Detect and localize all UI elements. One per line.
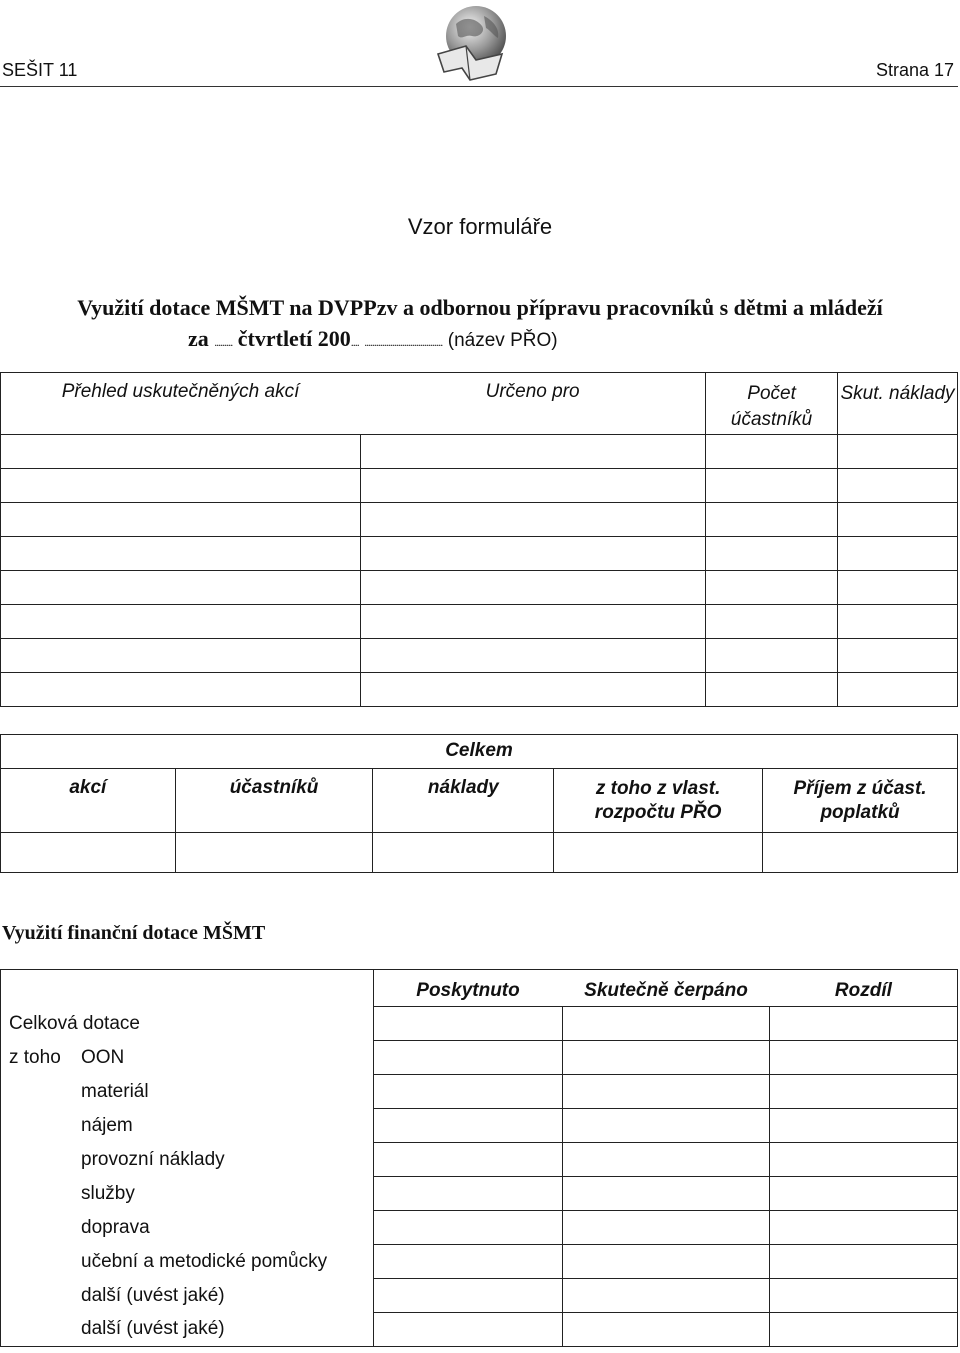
actions-cell[interactable] — [838, 639, 958, 673]
actions-header-row — [1, 373, 958, 435]
subsidy-label-cell — [1, 1313, 374, 1347]
totals-cell[interactable] — [763, 833, 958, 873]
subsidy-header-row — [1, 970, 958, 1007]
subsidy-value-cell[interactable] — [770, 1109, 958, 1143]
actions-cell[interactable] — [706, 571, 838, 605]
subsidy-label: OON — [81, 1046, 125, 1068]
subsidy-label: další (uvést jaké) — [81, 1284, 225, 1306]
subsidy-prefix: Celková dotace — [9, 1012, 140, 1034]
subsidy-row — [1, 1279, 958, 1313]
subsidy-value-cell[interactable] — [373, 1279, 562, 1313]
subsidy-label: materiál — [81, 1080, 149, 1102]
subsidy-header-empty — [1, 970, 374, 1007]
header-costs: Skut. náklady — [838, 373, 958, 435]
subsidy-label-cell — [1, 1109, 374, 1143]
globe-book-logo-icon — [432, 2, 514, 84]
totals-cell[interactable] — [554, 833, 763, 873]
subsidy-value-cell[interactable] — [562, 1211, 770, 1245]
actions-row — [1, 469, 958, 503]
actions-cell[interactable] — [360, 571, 706, 605]
subsidy-value-cell[interactable] — [770, 1245, 958, 1279]
header-rule — [0, 86, 958, 87]
subsidy-row — [1, 1007, 958, 1041]
actions-cell[interactable] — [1, 435, 361, 469]
actions-cell[interactable] — [360, 503, 706, 537]
subsidy-value-cell[interactable] — [562, 1245, 770, 1279]
actions-cell[interactable] — [1, 469, 361, 503]
actions-cell[interactable] — [360, 673, 706, 707]
actions-cell[interactable] — [706, 673, 838, 707]
subsidy-value-cell[interactable] — [562, 1041, 770, 1075]
totals-cell[interactable] — [373, 833, 554, 873]
actions-cell[interactable] — [360, 435, 706, 469]
subsidy-value-cell[interactable] — [373, 1075, 562, 1109]
actions-cell[interactable] — [706, 469, 838, 503]
actions-cell[interactable] — [1, 605, 361, 639]
actions-cell[interactable] — [706, 435, 838, 469]
subsidy-value-cell[interactable] — [562, 1075, 770, 1109]
subsidy-row — [1, 1313, 958, 1347]
subsidy-value-cell[interactable] — [770, 1007, 958, 1041]
subsidy-row — [1, 1075, 958, 1109]
subsidy-value-cell[interactable] — [770, 1143, 958, 1177]
totals-data-row — [1, 833, 958, 873]
totals-header-fees: Příjem z účast. poplatků — [763, 769, 958, 833]
actions-row — [1, 503, 958, 537]
actions-cell[interactable] — [838, 537, 958, 571]
subsidy-prefix: z toho — [9, 1046, 61, 1068]
subsidy-row — [1, 1041, 958, 1075]
actions-cell[interactable] — [706, 639, 838, 673]
subtitle-quarter: čtvrtletí 200 — [237, 326, 351, 351]
subsidy-value-cell[interactable] — [770, 1075, 958, 1109]
subsidy-label-cell — [1, 1007, 374, 1041]
subsidy-value-cell[interactable] — [562, 1177, 770, 1211]
subsidy-table — [0, 969, 958, 1347]
actions-cell[interactable] — [1, 537, 361, 571]
actions-row — [1, 673, 958, 707]
subsidy-row — [1, 1245, 958, 1279]
subsidy-value-cell[interactable] — [562, 1109, 770, 1143]
actions-table — [0, 372, 958, 707]
subsidy-label-cell — [1, 1177, 374, 1211]
header-difference: Rozdíl — [770, 970, 958, 1007]
actions-cell[interactable] — [838, 435, 958, 469]
subtitle-dots2: .... — [350, 335, 359, 349]
subtitle-line1: Využití dotace MŠMT na DVPPzv a odbornou přípravu pracovníků s dětmi a mládeží — [77, 295, 883, 320]
header-right: Strana 17 — [875, 60, 954, 80]
actions-cell[interactable] — [838, 469, 958, 503]
header-left: SEŠIT 11 — [2, 60, 78, 80]
subsidy-value-cell[interactable] — [562, 1143, 770, 1177]
actions-cell[interactable] — [838, 605, 958, 639]
actions-cell[interactable] — [360, 605, 706, 639]
totals-table — [0, 734, 958, 873]
actions-row — [1, 571, 958, 605]
subsidy-value-cell[interactable] — [770, 1177, 958, 1211]
actions-cell[interactable] — [360, 639, 706, 673]
actions-cell[interactable] — [706, 605, 838, 639]
subsidy-value-cell[interactable] — [562, 1313, 770, 1347]
subsidy-label-cell — [1, 1075, 374, 1109]
subsidy-value-cell[interactable] — [770, 1211, 958, 1245]
subsidy-label-cell — [1, 1041, 374, 1075]
subsidy-label: služby — [81, 1182, 135, 1204]
totals-cell[interactable] — [1, 833, 176, 873]
subsidy-label-cell — [1, 1211, 374, 1245]
actions-row — [1, 639, 958, 673]
totals-header-actions: akcí — [1, 769, 176, 833]
subsidy-label-cell — [1, 1245, 374, 1279]
subsidy-row — [1, 1211, 958, 1245]
subsidy-value-cell[interactable] — [373, 1245, 562, 1279]
subsidy-label: učební a metodické pomůcky — [81, 1250, 328, 1272]
actions-cell[interactable] — [838, 503, 958, 537]
totals-header-own-budget: z toho z vlast. rozpočtu PŘO — [554, 769, 763, 833]
subsidy-row — [1, 1109, 958, 1143]
subsidy-value-cell[interactable] — [770, 1041, 958, 1075]
subsidy-value-cell[interactable] — [562, 1279, 770, 1313]
header-actions: Přehled uskutečněných akcí — [1, 373, 361, 435]
totals-header-row — [1, 769, 958, 833]
subsidy-value-cell[interactable] — [373, 1177, 562, 1211]
actions-cell[interactable] — [706, 537, 838, 571]
subtitle-dots1: ......... — [214, 335, 233, 349]
subsidy-label-cell — [1, 1143, 374, 1177]
subsidy-value-cell[interactable] — [562, 1007, 770, 1041]
actions-row — [1, 537, 958, 571]
subtitle-dots3: ....................................... — [364, 335, 443, 349]
actions-cell[interactable] — [838, 571, 958, 605]
actions-row — [1, 605, 958, 639]
subsidy-label: provozní náklady — [81, 1148, 225, 1170]
subsidy-value-cell[interactable] — [770, 1279, 958, 1313]
form-title: Vzor formuláře — [407, 214, 553, 239]
header-participants: Počet účastníků — [706, 373, 838, 435]
actions-row — [1, 435, 958, 469]
subsidy-value-cell[interactable] — [373, 1109, 562, 1143]
header-drawn: Skutečně čerpáno — [562, 970, 770, 1007]
subtitle-za: za — [188, 326, 209, 351]
subsidy-label: nájem — [81, 1114, 133, 1136]
subsidy-row — [1, 1177, 958, 1211]
actions-cell[interactable] — [706, 503, 838, 537]
subsidy-label: další (uvést jaké) — [81, 1318, 225, 1340]
actions-cell[interactable] — [1, 571, 361, 605]
header-provided: Poskytnuto — [373, 970, 562, 1007]
actions-cell[interactable] — [360, 469, 706, 503]
subsidy-label-cell — [1, 1279, 374, 1313]
totals-cell[interactable] — [175, 833, 373, 873]
actions-cell[interactable] — [838, 673, 958, 707]
subsidy-value-cell[interactable] — [373, 1211, 562, 1245]
section3-title: Využití finanční dotace MŠMT — [2, 922, 266, 944]
subsidy-value-cell[interactable] — [770, 1313, 958, 1347]
actions-cell[interactable] — [1, 639, 361, 673]
subsidy-value-cell[interactable] — [373, 1313, 562, 1347]
subsidy-row — [1, 1143, 958, 1177]
subsidy-label: doprava — [81, 1216, 150, 1238]
actions-cell[interactable] — [1, 503, 361, 537]
totals-header-participants: účastníků — [175, 769, 373, 833]
subsidy-value-cell[interactable] — [373, 1041, 562, 1075]
header-intended-for: Určeno pro — [360, 373, 706, 435]
totals-caption: Celkem — [1, 735, 958, 769]
totals-header-costs: náklady — [373, 769, 554, 833]
subsidy-value-cell[interactable] — [373, 1143, 562, 1177]
subsidy-value-cell[interactable] — [373, 1007, 562, 1041]
actions-cell[interactable] — [360, 537, 706, 571]
actions-cell[interactable] — [1, 673, 361, 707]
subtitle-line2 — [188, 326, 558, 352]
subtitle-name: (název PŘO) — [447, 330, 558, 351]
